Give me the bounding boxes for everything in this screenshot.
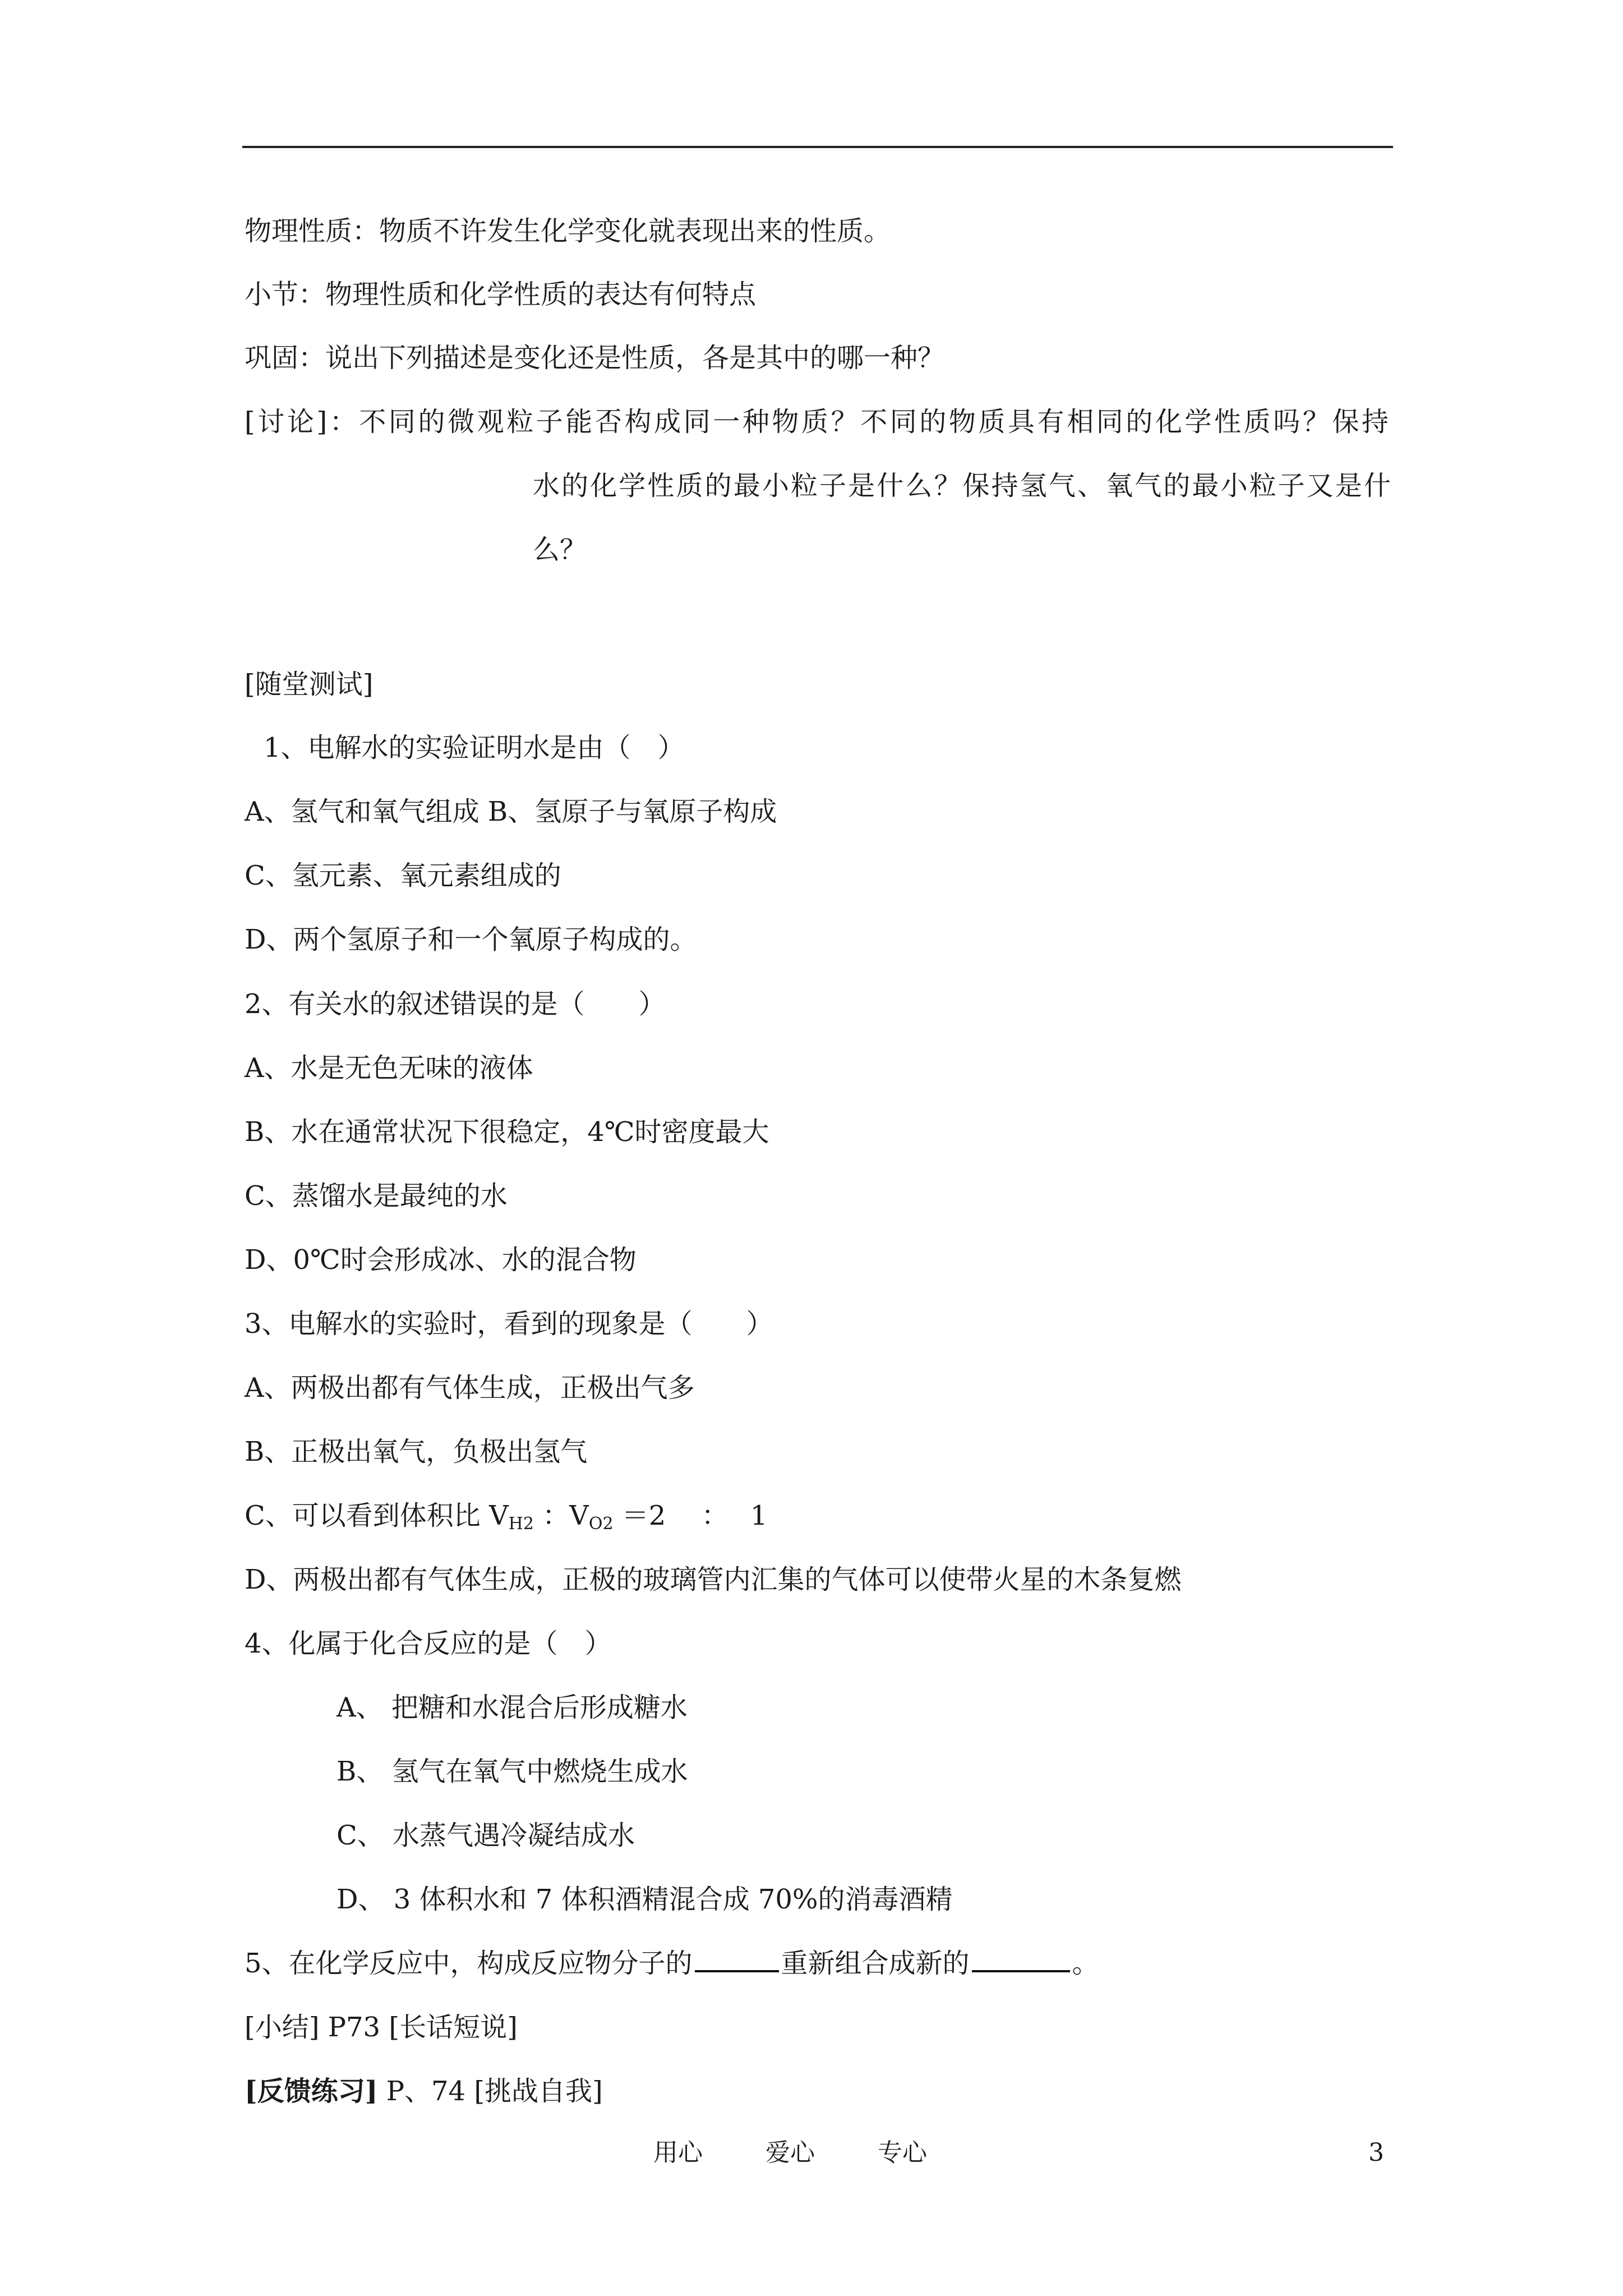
summary-line: [小结] P73 [长话短说] — [245, 2012, 518, 2043]
in-class-test-heading: [随堂测试] — [245, 669, 374, 700]
feedback-line — [245, 2074, 603, 2108]
question-5-suffix: 。 — [1072, 1948, 1099, 1979]
question-2-option-c: C、蒸馏水是最纯的水 — [245, 1180, 508, 1212]
footer-motto-2: 爱心 — [766, 2138, 815, 2167]
question-4: 4、化属于化合反应的是（ ） — [245, 1628, 612, 1659]
question-1-option-ab: A、氢气和氧气组成 B、氢原子与氧原子构成 — [245, 796, 777, 827]
question-5 — [245, 1947, 1099, 1980]
question-4-option-c: C、 水蒸气遇冷凝结成水 — [336, 1820, 635, 1851]
option-c-prefix: C、可以看到体积比 V — [245, 1500, 509, 1531]
footer-motto-3: 专心 — [878, 2138, 927, 2167]
question-3-option-d: D、两极出都有气体生成，正极的玻璃管内汇集的气体可以使带火星的木条复燃 — [245, 1564, 1182, 1595]
question-2-option-d: D、0℃时会形成冰、水的混合物 — [245, 1244, 637, 1276]
question-2-option-b: B、水在通常状况下很稳定，4℃时密度最大 — [245, 1116, 769, 1148]
discussion-line-3: 么？ — [533, 534, 587, 565]
section-summary-question: 小节：物理性质和化学性质的表达有何特点 — [245, 279, 757, 310]
question-4-option-b: B、 氢气在氧气中燃烧生成水 — [336, 1756, 688, 1787]
question-4-option-d: D、 3 体积水和 7 体积酒精混合成 70%的消毒酒精 — [336, 1884, 953, 1915]
fill-blank-2[interactable] — [972, 1970, 1070, 1972]
footer-motto-1: 用心 — [653, 2138, 703, 2167]
discussion-line-1: [讨论]：不同的微观粒子能否构成同一种物质？不同的物质具有相同的化学性质吗？保持 — [245, 406, 1389, 438]
page-number: 3 — [1368, 2138, 1384, 2167]
option-c-ratio: ＝2 ： 1 — [613, 1500, 768, 1531]
question-5-prefix: 5、在化学反应中，构成反应物分子的 — [245, 1948, 693, 1979]
question-4-option-a: A、 把糖和水混合后形成糖水 — [336, 1692, 688, 1723]
question-5-middle: 重新组合成新的 — [781, 1948, 970, 1979]
question-1-option-c: C、氢元素、氧元素组成的 — [245, 860, 561, 891]
question-3-option-a: A、两极出都有气体生成，正极出气多 — [245, 1372, 695, 1404]
question-2-option-a: A、水是无色无味的液体 — [245, 1052, 533, 1084]
feedback-reference: P、74 [挑战自我] — [377, 2076, 603, 2107]
question-3: 3、电解水的实验时，看到的现象是（ ） — [245, 1308, 773, 1340]
question-1-option-d: D、两个氢原子和一个氧原子构成的。 — [245, 924, 697, 955]
question-2: 2、有关水的叙述错误的是（ ） — [245, 988, 666, 1020]
question-3-option-b: B、正极出氧气，负极出氢气 — [245, 1436, 588, 1467]
subscript-o2: O2 — [588, 1514, 614, 1534]
feedback-label: [反馈练习] — [245, 2076, 378, 2107]
subscript-h2: H2 — [508, 1514, 534, 1534]
discussion-line-2: 水的化学性质的最小粒子是什么？保持氢气、氧气的最小粒子又是什 — [533, 470, 1391, 501]
consolidation-question: 巩固：说出下列描述是变化还是性质，各是其中的哪一种？ — [245, 342, 945, 374]
physical-property-definition: 物理性质：物质不许发生化学变化就表现出来的性质。 — [245, 215, 891, 247]
question-3-option-c — [245, 1499, 767, 1541]
header-rule — [242, 146, 1393, 148]
option-c-middle: ：V — [533, 1500, 589, 1531]
fill-blank-1[interactable] — [695, 1970, 779, 1972]
question-1: 1、电解水的实验证明水是由（ ） — [264, 732, 685, 763]
